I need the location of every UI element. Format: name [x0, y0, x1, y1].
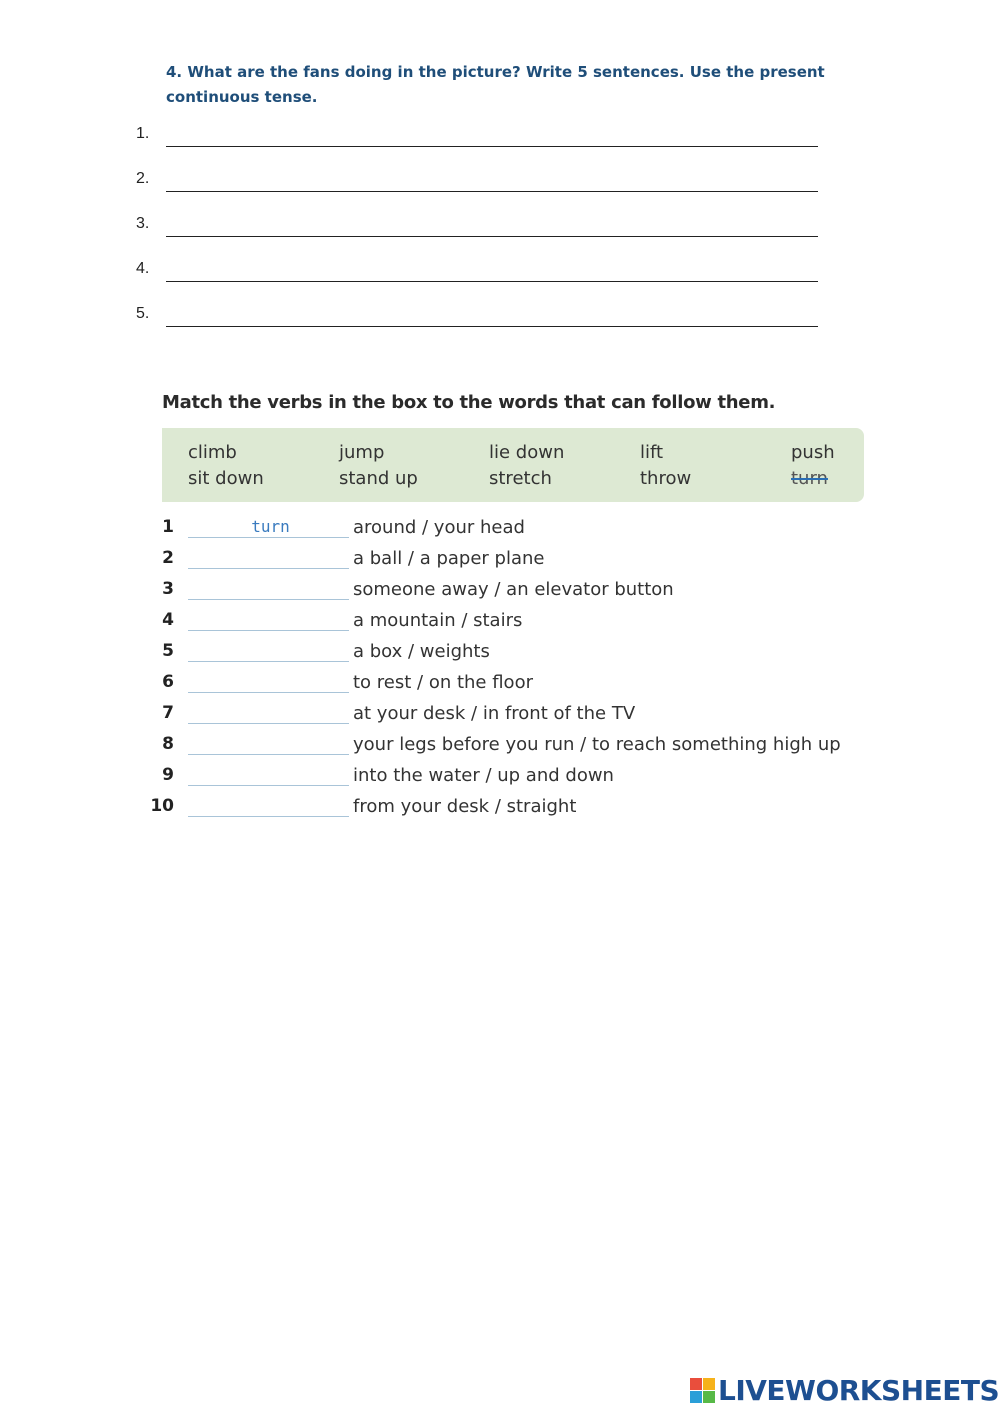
sentence-input-1[interactable]	[166, 125, 822, 147]
row-continuation: a ball / a paper plane	[353, 548, 545, 569]
verb-sit-down: sit down	[188, 468, 264, 489]
sentence-input-5[interactable]	[166, 305, 822, 327]
row-continuation: someone away / an elevator button	[353, 579, 674, 600]
match-row-2	[150, 546, 870, 572]
answer-input-9[interactable]	[188, 763, 353, 785]
line-number: 4.	[136, 260, 150, 277]
row-number: 4	[162, 610, 174, 630]
answer-line-3	[136, 215, 826, 239]
match-row-10	[150, 794, 870, 820]
line-number: 2.	[136, 170, 150, 187]
row-number: 3	[162, 579, 174, 599]
answer-input-1[interactable]	[188, 515, 353, 537]
row-number: 6	[162, 672, 174, 692]
verb-stand-up: stand up	[339, 468, 418, 489]
match-row-3	[150, 577, 870, 603]
verb-jump: jump	[339, 442, 385, 463]
verb-stretch: stretch	[489, 468, 552, 489]
question-4-title: 4. What are the fans doing in the picture? Write 5 sentences. Use the present continuous tense.	[166, 63, 825, 106]
answer-input-8[interactable]	[188, 732, 353, 754]
row-number: 1	[162, 517, 174, 537]
row-number: 8	[162, 734, 174, 754]
verb-lift: lift	[640, 442, 664, 463]
row-continuation: to rest / on the floor	[353, 672, 533, 693]
answer-input-6[interactable]	[188, 670, 353, 692]
match-row-8	[150, 732, 870, 758]
answer-line-2	[136, 170, 826, 194]
line-number: 1.	[136, 125, 150, 142]
row-number: 10	[150, 796, 174, 816]
row-number: 9	[162, 765, 174, 785]
brand-wordmark: LIVEWORKSHEETS	[718, 1374, 999, 1407]
line-number: 3.	[136, 215, 150, 232]
verb-turn-crossed-out: turn	[791, 468, 828, 489]
row-number: 7	[162, 703, 174, 723]
match-row-1	[150, 515, 870, 541]
match-row-4	[150, 608, 870, 634]
answer-line-5	[136, 305, 826, 329]
match-row-5	[150, 639, 870, 665]
row-continuation: into the water / up and down	[353, 765, 614, 786]
row-continuation: around / your head	[353, 517, 525, 538]
row-continuation: from your desk / straight	[353, 796, 577, 817]
answer-line-4	[136, 260, 826, 284]
liveworksheets-logo-icon	[690, 1378, 716, 1404]
answer-line-1	[136, 125, 826, 149]
verb-climb: climb	[188, 442, 237, 463]
sentence-input-2[interactable]	[166, 170, 822, 192]
verb-throw: throw	[640, 468, 692, 489]
answer-input-7[interactable]	[188, 701, 353, 723]
answer-input-3[interactable]	[188, 577, 353, 599]
answer-input-5[interactable]	[188, 639, 353, 661]
answer-input-10[interactable]	[188, 794, 353, 816]
row-continuation: a box / weights	[353, 641, 490, 662]
row-number: 2	[162, 548, 174, 568]
sentence-input-3[interactable]	[166, 215, 822, 237]
match-row-9	[150, 763, 870, 789]
sentence-input-4[interactable]	[166, 260, 822, 282]
answer-input-4[interactable]	[188, 608, 353, 630]
line-number: 5.	[136, 305, 150, 322]
row-number: 5	[162, 641, 174, 661]
row-continuation: your legs before you run / to reach something high up	[353, 734, 841, 755]
match-exercise-title: Match the verbs in the box to the words that can follow them.	[162, 392, 776, 413]
answer-input-2[interactable]	[188, 546, 353, 568]
row-continuation: at your desk / in front of the TV	[353, 703, 636, 724]
row-continuation: a mountain / stairs	[353, 610, 523, 631]
match-row-6	[150, 670, 870, 696]
verb-box	[162, 428, 864, 502]
match-row-7	[150, 701, 870, 727]
verb-push: push	[791, 442, 835, 463]
verb-lie-down: lie down	[489, 442, 565, 463]
